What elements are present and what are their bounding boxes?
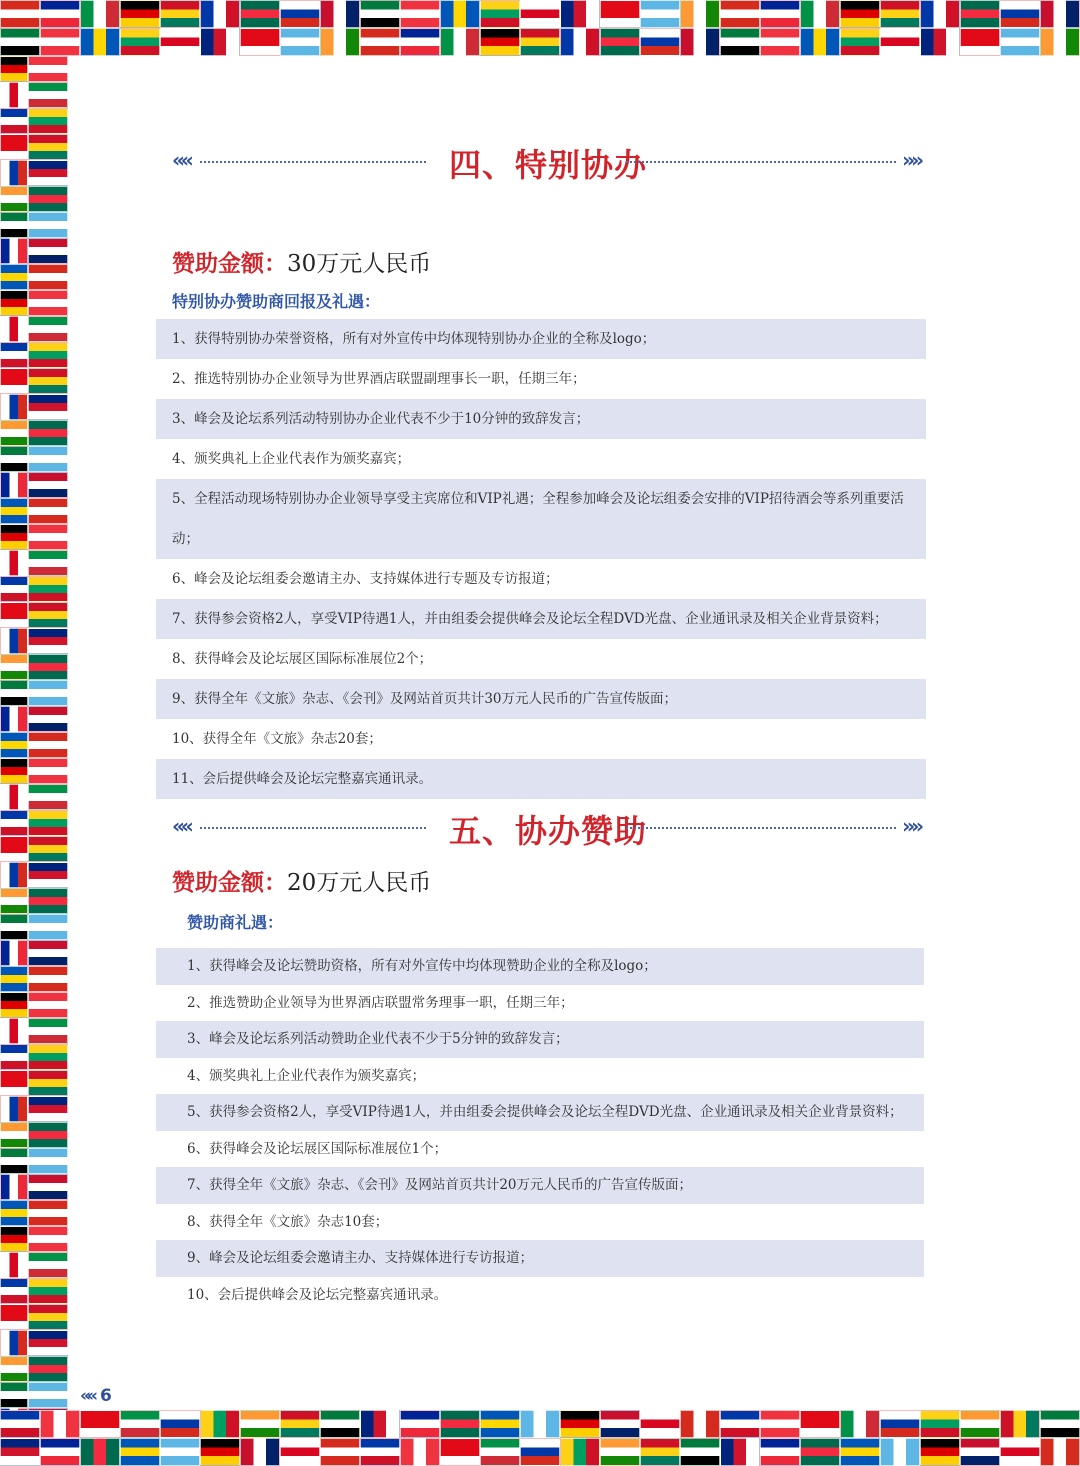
page-number	[80, 1386, 112, 1406]
flag-tile	[800, 0, 840, 28]
flag-tile	[28, 394, 68, 420]
flag-tile	[0, 888, 28, 914]
flag-tile	[600, 28, 640, 56]
flag-tile	[28, 264, 68, 290]
flag-tile	[28, 212, 68, 238]
list-item: 7、获得参会资格2人，享受VIP待遇1人，并由组委会提供峰会及论坛全程DVD光盘、企业通讯录及相关企业背景资料；	[156, 599, 926, 639]
flag-tile	[28, 368, 68, 394]
flag-tile	[28, 706, 68, 732]
flag-tile	[28, 1122, 68, 1148]
amount-value: 20万元人民币	[287, 870, 432, 896]
flag-tile	[0, 498, 28, 524]
list-item: 8、获得峰会及论坛展区国际标准展位2个；	[172, 651, 433, 667]
section-title: 五、协办赞助	[448, 812, 647, 850]
flag-tile	[480, 1438, 520, 1466]
flag-tile	[0, 28, 40, 56]
flag-tile	[920, 1410, 960, 1438]
flag-tile	[0, 862, 28, 888]
flag-tile	[0, 1070, 28, 1096]
chevron-left-icon: ««	[172, 148, 190, 172]
list-item: 4、颁奖典礼上企业代表作为颁奖嘉宾；	[172, 451, 411, 467]
flag-tile	[28, 342, 68, 368]
flag-tile	[480, 28, 520, 56]
flag-tile	[680, 28, 720, 56]
flag-tile	[28, 602, 68, 628]
flag-tile	[28, 654, 68, 680]
flag-tile	[0, 1330, 28, 1356]
flag-tile	[520, 28, 560, 56]
flag-tile	[28, 524, 68, 550]
flag-tile	[0, 992, 28, 1018]
flag-tile	[640, 0, 680, 28]
flag-tile	[880, 1438, 920, 1466]
flag-tile	[400, 28, 440, 56]
flag-tile	[0, 1044, 28, 1070]
flag-tile	[0, 290, 28, 316]
benefits-list	[156, 319, 926, 799]
flag-tile	[0, 1174, 28, 1200]
flag-tile	[720, 28, 760, 56]
flag-tile	[840, 1410, 880, 1438]
dotted-divider	[626, 827, 896, 829]
flag-tile	[0, 82, 28, 108]
section-title: 四、特别协办	[448, 146, 647, 184]
flag-tile	[0, 1438, 40, 1466]
flag-tile	[0, 238, 28, 264]
flag-tile	[28, 1382, 68, 1408]
dotted-divider	[626, 161, 896, 163]
flag-tile	[28, 1018, 68, 1044]
benefits-subheading: 赞助商礼遇：	[187, 913, 284, 932]
flag-tile	[28, 732, 68, 758]
flag-tile	[160, 1410, 200, 1438]
flag-tile	[0, 576, 28, 602]
flag-tile	[0, 1304, 28, 1330]
flag-tile	[28, 576, 68, 602]
flag-tile	[800, 1410, 840, 1438]
list-item: 10、会后提供峰会及论坛完整嘉宾通讯录。	[187, 1286, 448, 1303]
flag-tile	[0, 1278, 28, 1304]
flag-tile	[0, 1226, 28, 1252]
list-item: 6、获得峰会及论坛展区国际标准展位1个；	[187, 1140, 448, 1157]
list-item: 6、峰会及论坛组委会邀请主办、支持媒体进行专题及专访报道；	[172, 571, 559, 587]
flag-tile	[880, 28, 920, 56]
flag-tile	[28, 992, 68, 1018]
flag-tile	[200, 0, 240, 28]
flag-tile	[28, 56, 68, 82]
flag-tile	[28, 160, 68, 186]
flag-tile	[28, 784, 68, 810]
flag-tile	[40, 28, 80, 56]
list-item: 4、颁奖典礼上企业代表作为颁奖嘉宾；	[187, 1067, 426, 1084]
flag-tile	[28, 862, 68, 888]
flag-border-left	[0, 56, 68, 1410]
flag-tile	[0, 836, 28, 862]
flag-tile	[0, 316, 28, 342]
flag-tile	[0, 524, 28, 550]
flag-tile	[360, 28, 400, 56]
amount-label: 赞助金额：	[172, 251, 287, 277]
flag-tile	[280, 1410, 320, 1438]
flag-tile	[760, 0, 800, 28]
list-item: 10、获得全年《文旅》杂志20套；	[172, 731, 382, 747]
flag-tile	[600, 1410, 640, 1438]
flag-tile	[0, 550, 28, 576]
flag-tile	[28, 498, 68, 524]
page-number-value: 6	[99, 1386, 112, 1406]
flag-tile	[80, 0, 120, 28]
amount-value: 30万元人民币	[287, 251, 432, 277]
list-item: 2、推选赞助企业领导为世界酒店联盟常务理事一职，任期三年；	[187, 994, 574, 1011]
flag-tile	[0, 472, 28, 498]
chevron-left-icon: ««	[172, 814, 190, 838]
flag-tile	[840, 0, 880, 28]
flag-tile	[28, 82, 68, 108]
flag-tile	[0, 1356, 28, 1382]
flag-tile	[28, 238, 68, 264]
list-item: 3、峰会及论坛系列活动特别协办企业代表不少于10分钟的致辞发言；	[156, 399, 926, 439]
flag-tile	[28, 446, 68, 472]
flag-tile	[280, 0, 320, 28]
flag-tile	[28, 472, 68, 498]
flag-tile	[280, 28, 320, 56]
flag-tile	[0, 134, 28, 160]
flag-tile	[0, 394, 28, 420]
section-heading-5	[172, 806, 924, 850]
flag-tile	[0, 1122, 28, 1148]
chevron-right-icon: »»	[902, 148, 920, 172]
flag-tile	[480, 0, 520, 28]
flag-tile	[200, 1410, 240, 1438]
flag-tile	[640, 1410, 680, 1438]
flag-border-top	[0, 0, 1080, 56]
list-item: 11、会后提供峰会及论坛完整嘉宾通讯录。	[156, 759, 926, 799]
flag-tile	[960, 1410, 1000, 1438]
flag-tile	[880, 1410, 920, 1438]
flag-tile	[440, 1438, 480, 1466]
flag-tile	[0, 602, 28, 628]
flag-tile	[960, 0, 1000, 28]
flag-tile	[28, 810, 68, 836]
flag-tile	[680, 0, 720, 28]
list-item: 5、全程活动现场特别协办企业领导享受主宾席位和VIP礼遇；全程参加峰会及论坛组委会安排的VIP招待酒会等系列重要活动；	[156, 479, 926, 559]
flag-tile	[80, 28, 120, 56]
flag-tile	[560, 1438, 600, 1466]
flag-tile	[40, 1410, 80, 1438]
flag-tile	[720, 1438, 760, 1466]
flag-tile	[0, 1200, 28, 1226]
flag-tile	[680, 1410, 720, 1438]
flag-tile	[0, 628, 28, 654]
flag-tile	[800, 28, 840, 56]
flag-tile	[240, 28, 280, 56]
flag-tile	[720, 0, 760, 28]
flag-tile	[0, 940, 28, 966]
flag-tile	[120, 1410, 160, 1438]
flag-tile	[320, 1438, 360, 1466]
list-item: 1、获得特别协办荣誉资格，所有对外宣传中均体现特别协办企业的全称及logo；	[156, 319, 926, 359]
flag-tile	[28, 186, 68, 212]
flag-tile	[560, 0, 600, 28]
flag-tile	[1000, 28, 1040, 56]
flag-tile	[28, 1174, 68, 1200]
flag-tile	[28, 836, 68, 862]
flag-tile	[680, 1438, 720, 1466]
flag-tile	[28, 1044, 68, 1070]
flag-border-bottom	[0, 1410, 1080, 1466]
flag-tile	[0, 1252, 28, 1278]
flag-tile	[840, 1438, 880, 1466]
flag-tile	[40, 0, 80, 28]
flag-tile	[920, 1438, 960, 1466]
flag-tile	[1000, 0, 1040, 28]
flag-tile	[28, 966, 68, 992]
list-item: 9、峰会及论坛组委会邀请主办、支持媒体进行专访报道；	[156, 1240, 924, 1277]
flag-tile	[280, 1438, 320, 1466]
flag-tile	[1040, 0, 1080, 28]
flag-tile	[28, 1200, 68, 1226]
flag-tile	[400, 0, 440, 28]
flag-tile	[400, 1438, 440, 1466]
section-heading-4	[172, 140, 924, 184]
flag-tile	[0, 1410, 40, 1438]
flag-tile	[0, 342, 28, 368]
flag-tile	[28, 1226, 68, 1252]
flag-tile	[28, 628, 68, 654]
flag-tile	[440, 28, 480, 56]
flag-tile	[0, 758, 28, 784]
list-item: 3、峰会及论坛系列活动赞助企业代表不少于5分钟的致辞发言；	[156, 1021, 924, 1058]
flag-tile	[0, 160, 28, 186]
flag-tile	[120, 0, 160, 28]
list-item: 7、获得全年《文旅》杂志、《会刊》及网站首页共计20万元人民币的广告宣传版面；	[156, 1167, 924, 1204]
flag-tile	[640, 28, 680, 56]
flag-tile	[0, 108, 28, 134]
flag-tile	[760, 1438, 800, 1466]
flag-tile	[0, 368, 28, 394]
flag-tile	[0, 212, 28, 238]
flag-tile	[28, 680, 68, 706]
sponsor-amount	[172, 245, 431, 278]
flag-tile	[0, 706, 28, 732]
flag-tile	[920, 0, 960, 28]
flag-tile	[120, 1438, 160, 1466]
flag-tile	[920, 28, 960, 56]
list-item: 9、获得全年《文旅》杂志、《会刊》及网站首页共计30万元人民币的广告宣传版面；	[156, 679, 926, 719]
flag-tile	[80, 1410, 120, 1438]
flag-tile	[28, 1304, 68, 1330]
flag-tile	[200, 28, 240, 56]
flag-tile	[0, 1018, 28, 1044]
flag-tile	[640, 1438, 680, 1466]
flag-tile	[40, 1438, 80, 1466]
flag-tile	[28, 290, 68, 316]
flag-tile	[1000, 1438, 1040, 1466]
flag-tile	[0, 0, 40, 28]
flag-tile	[600, 1438, 640, 1466]
flag-tile	[240, 0, 280, 28]
sponsor-amount	[172, 864, 431, 897]
flag-tile	[520, 0, 560, 28]
flag-tile	[520, 1438, 560, 1466]
flag-tile	[28, 108, 68, 134]
flag-tile	[28, 888, 68, 914]
flag-tile	[0, 654, 28, 680]
flag-tile	[28, 1148, 68, 1174]
flag-tile	[120, 28, 160, 56]
amount-label: 赞助金额：	[172, 870, 287, 896]
flag-tile	[760, 28, 800, 56]
flag-tile	[720, 1410, 760, 1438]
benefits-subheading: 特别协办赞助商回报及礼遇：	[172, 292, 381, 311]
flag-tile	[0, 732, 28, 758]
flag-tile	[0, 784, 28, 810]
flag-tile	[0, 914, 28, 940]
flag-tile	[880, 0, 920, 28]
benefits-list	[156, 948, 924, 1313]
flag-tile	[0, 446, 28, 472]
flag-tile	[360, 1438, 400, 1466]
flag-tile	[28, 1096, 68, 1122]
chevron-right-icon: »»	[902, 814, 920, 838]
flag-tile	[360, 0, 400, 28]
flag-tile	[800, 1438, 840, 1466]
flag-tile	[0, 680, 28, 706]
flag-tile	[440, 1410, 480, 1438]
flag-tile	[28, 316, 68, 342]
flag-tile	[0, 1382, 28, 1408]
flag-tile	[840, 28, 880, 56]
flag-tile	[320, 0, 360, 28]
flag-tile	[1000, 1410, 1040, 1438]
flag-tile	[28, 758, 68, 784]
flag-tile	[520, 1410, 560, 1438]
flag-tile	[0, 810, 28, 836]
flag-tile	[0, 1148, 28, 1174]
flag-tile	[160, 1438, 200, 1466]
flag-tile	[0, 1096, 28, 1122]
flag-tile	[960, 28, 1000, 56]
flag-tile	[160, 28, 200, 56]
flag-tile	[28, 1252, 68, 1278]
list-item: 1、获得峰会及论坛赞助资格，所有对外宣传中均体现赞助企业的全称及logo；	[156, 948, 924, 985]
flag-tile	[28, 1356, 68, 1382]
flag-tile	[0, 186, 28, 212]
flag-tile	[560, 28, 600, 56]
flag-tile	[440, 0, 480, 28]
flag-tile	[28, 550, 68, 576]
flag-tile	[28, 420, 68, 446]
flag-tile	[600, 0, 640, 28]
list-item: 8、获得全年《文旅》杂志10套；	[187, 1213, 389, 1230]
flag-tile	[28, 1070, 68, 1096]
flag-tile	[0, 264, 28, 290]
flag-tile	[200, 1438, 240, 1466]
flag-tile	[480, 1410, 520, 1438]
flag-tile	[760, 1410, 800, 1438]
list-item: 5、获得参会资格2人，享受VIP待遇1人，并由组委会提供峰会及论坛全程DVD光盘、企业通讯录及相关企业背景资料；	[156, 1094, 924, 1131]
flag-tile	[28, 940, 68, 966]
flag-tile	[0, 966, 28, 992]
list-item: 2、推选特别协办企业领导为世界酒店联盟副理事长一职，任期三年；	[172, 371, 586, 387]
flag-tile	[1040, 28, 1080, 56]
flag-tile	[28, 134, 68, 160]
flag-tile	[1040, 1410, 1080, 1438]
flag-tile	[960, 1438, 1000, 1466]
flag-tile	[28, 914, 68, 940]
flag-tile	[28, 1278, 68, 1304]
flag-tile	[1040, 1438, 1080, 1466]
flag-tile	[360, 1410, 400, 1438]
flag-tile	[80, 1438, 120, 1466]
flag-tile	[28, 1330, 68, 1356]
flag-tile	[560, 1410, 600, 1438]
chevron-left-icon: ««	[80, 1386, 94, 1406]
flag-tile	[240, 1438, 280, 1466]
flag-tile	[320, 1410, 360, 1438]
flag-tile	[400, 1410, 440, 1438]
flag-tile	[320, 28, 360, 56]
flag-tile	[160, 0, 200, 28]
flag-tile	[0, 420, 28, 446]
flag-tile	[0, 56, 28, 82]
flag-tile	[240, 1410, 280, 1438]
